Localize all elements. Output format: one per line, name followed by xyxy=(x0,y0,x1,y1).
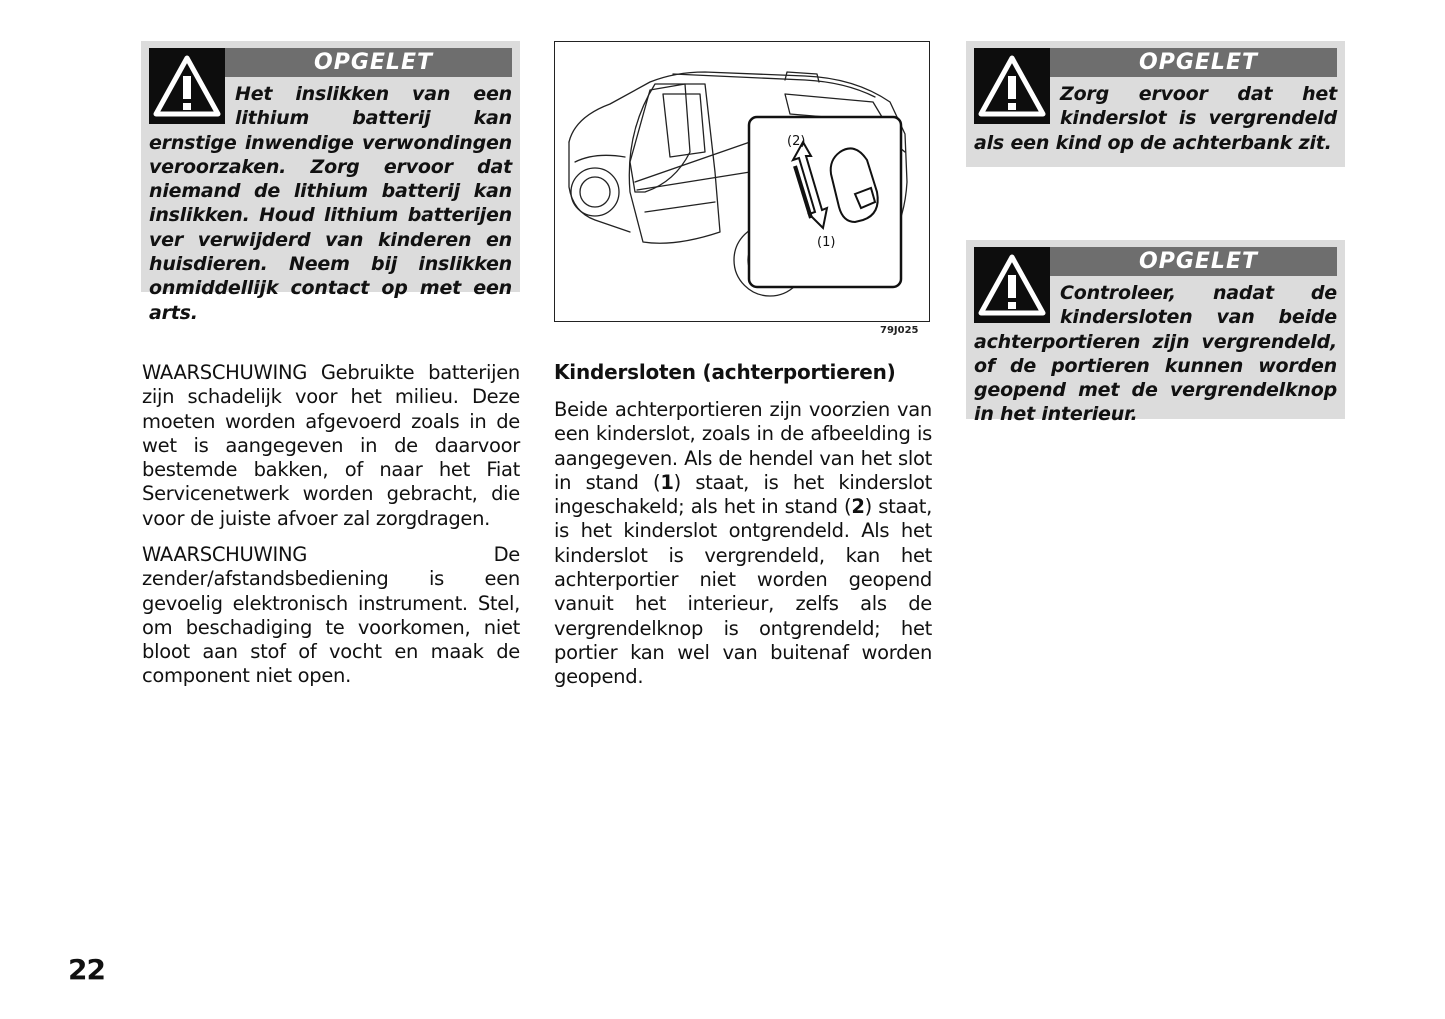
warning-triangle-icon xyxy=(974,247,1050,323)
paragraph-text: Beide achterportieren zijn voorzien van een kinderslot, zoals in de afbeelding is aangegeven. Als de hendel van het slot in stand ( xyxy=(554,398,932,494)
paragraph-text: ) staat, is het kinderslot ingeschakeld; als het in stand ( xyxy=(554,470,932,519)
figure-label-2: (2) xyxy=(787,134,806,149)
battery-disposal-paragraph: WAARSCHUWING Gebruikte batterijen zijn schadelijk voor het milieu. Deze moeten worden afgevoerd zoals in de wet is aangegeven in de daarvoor bestemde bakken, of naar het Fiat Servicenetwerk worden gebracht, die voor de juiste afvoer zal zorgdragen. xyxy=(142,361,520,530)
warning-box-check-locks xyxy=(966,240,1345,426)
position-1: 1 xyxy=(660,470,674,494)
warning-text: Zorg ervoor dat het kinderslot is vergrendeld als een kind op de achterbank zit. xyxy=(974,83,1337,154)
warning-text: Het inslikken van een lithium batterij kan ernstige inwendige verwondingen veroorzaken. Zorg ervoor dat niemand de lithium batterij kan inslikken. Houd lithium batterijen ver verwijderd van kinderen en huisdieren. Neem bij inslikken onmiddellijk contact op met een arts. xyxy=(149,83,512,324)
warning-title: OPGELET xyxy=(149,48,512,77)
child-lock-paragraph xyxy=(554,398,932,690)
warning-box-child-lock xyxy=(966,41,1345,167)
figure-label-1: (1) xyxy=(817,235,836,250)
warning-title: OPGELET xyxy=(974,48,1337,77)
warning-triangle-icon xyxy=(974,48,1050,124)
paragraph-text: ) staat, is het kinderslot ontgrendeld. Als het kinderslot is vergrendeld, kan het achterportier niet worden geopend vanuit het interieur, zelfs als de vergrendelknop is ontgrendeld; het portier kan wel van buitenaf worden geopend. xyxy=(554,495,932,689)
warning-triangle-icon xyxy=(149,48,225,124)
section-heading: Kindersloten (achterportieren) xyxy=(554,360,896,384)
position-2: 2 xyxy=(851,495,865,519)
warning-title: OPGELET xyxy=(974,247,1337,276)
page-number: 22 xyxy=(68,953,105,986)
warning-text: Controleer, nadat de kindersloten van beide achterportieren zijn vergrendeld, of de portieren kunnen worden geopend met de vergrendelknop in het interieur. xyxy=(974,282,1337,426)
figure-code: 79J025 xyxy=(880,325,919,336)
remote-care-paragraph: WAARSCHUWING De zender/afstandsbediening is een gevoelig elektronisch instrument. Stel, om beschadiging te voorkomen, niet bloot aan stof of vocht en maak de component niet open. xyxy=(142,543,520,688)
child-lock-illustration xyxy=(554,41,930,322)
warning-box-battery xyxy=(141,41,520,324)
